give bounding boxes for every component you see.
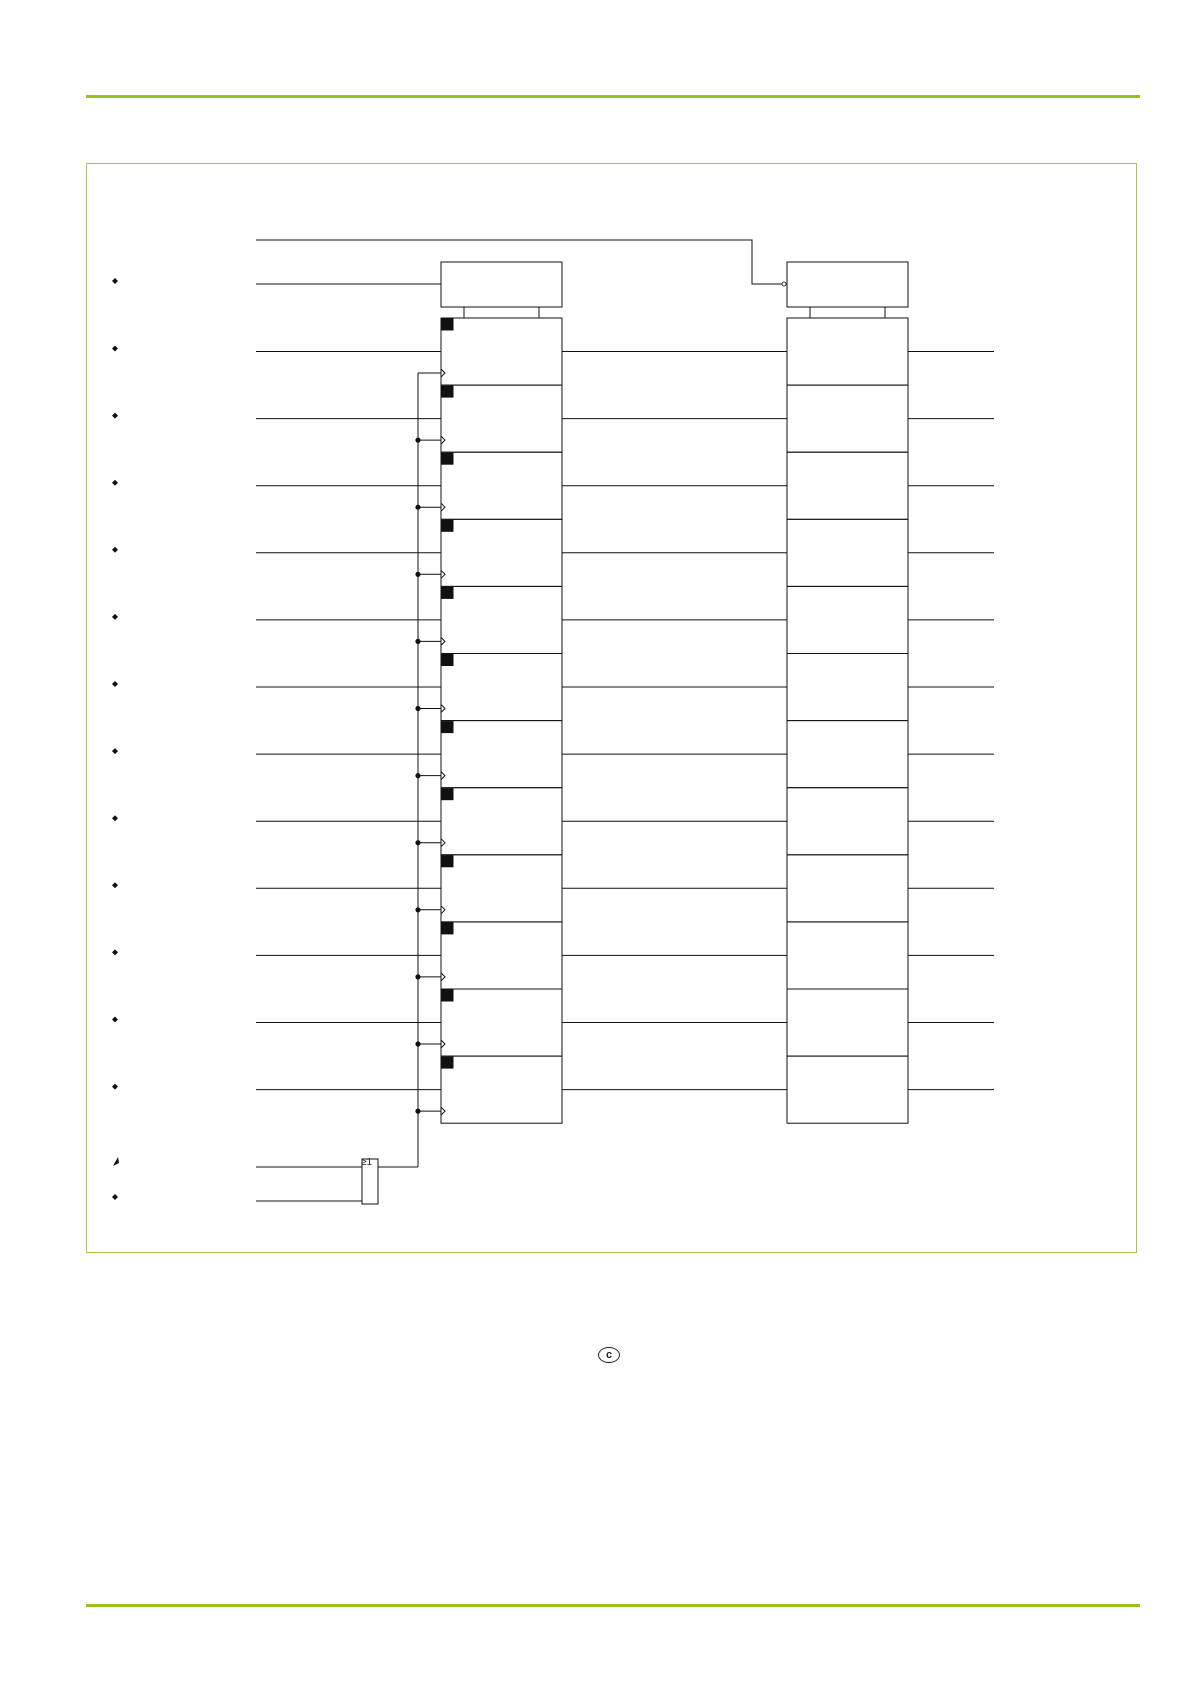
channel-input-marker	[112, 815, 118, 821]
header-block-2	[787, 262, 908, 307]
clock-input-arrow	[441, 503, 445, 511]
register-cell	[441, 1056, 562, 1123]
cell-flag-marker	[442, 722, 453, 733]
channel-input-marker	[112, 346, 118, 352]
cell-flag-marker	[442, 1057, 453, 1068]
output-cell	[787, 519, 908, 586]
clock-input-arrow	[441, 1040, 445, 1048]
output-cell	[787, 318, 908, 385]
output-cell	[787, 721, 908, 788]
bus-junction-dot	[415, 840, 420, 845]
clock-input-arrow	[441, 570, 445, 578]
clock-input-arrow	[441, 1107, 445, 1115]
bus-junction-dot	[415, 438, 420, 443]
output-cell	[787, 1056, 908, 1123]
register-cell	[441, 452, 562, 519]
bus-junction-dot	[415, 974, 420, 979]
channel-input-marker	[112, 1017, 118, 1023]
register-cell	[441, 788, 562, 855]
bus-junction-dot	[415, 773, 420, 778]
bus-junction-dot	[415, 907, 420, 912]
bus-junction-dot	[415, 706, 420, 711]
cell-flag-marker	[442, 520, 453, 531]
output-cell	[787, 788, 908, 855]
channel-input-marker	[112, 480, 118, 486]
register-cell	[441, 385, 562, 452]
output-cell	[787, 654, 908, 721]
header-1-input-marker	[112, 278, 118, 284]
bus-junction-dot	[415, 1109, 420, 1114]
cell-flag-marker	[442, 319, 453, 330]
or-input-1-marker	[113, 1157, 119, 1166]
clock-input-arrow	[441, 973, 445, 981]
clock-input-arrow	[441, 772, 445, 780]
bus-junction-dot	[415, 639, 420, 644]
register-cell	[441, 586, 562, 653]
bus-junction-dot	[415, 505, 420, 510]
register-cell	[441, 922, 562, 989]
or-gate-label: ≥1	[361, 1157, 373, 1168]
channel-input-marker	[112, 1084, 118, 1090]
register-cell	[441, 318, 562, 385]
clock-input-arrow	[441, 436, 445, 444]
cell-flag-marker	[442, 587, 453, 598]
channel-input-marker	[112, 882, 118, 888]
or-input-2-marker	[112, 1194, 118, 1200]
header-block-1	[441, 262, 562, 307]
register-cell	[441, 989, 562, 1056]
cell-flag-marker	[442, 990, 453, 1001]
channel-input-marker	[112, 748, 118, 754]
output-cell	[787, 989, 908, 1056]
register-cell	[441, 519, 562, 586]
bus-junction-dot	[415, 572, 420, 577]
cell-flag-marker	[442, 453, 453, 464]
cell-flag-marker	[442, 655, 453, 666]
cell-flag-marker	[442, 856, 453, 867]
cell-flag-marker	[442, 789, 453, 800]
channel-input-marker	[112, 614, 118, 620]
register-cell	[441, 855, 562, 922]
output-cell	[787, 586, 908, 653]
clock-input-arrow	[441, 369, 445, 377]
output-cell	[787, 855, 908, 922]
bus-junction-dot	[415, 1041, 420, 1046]
output-cell	[787, 385, 908, 452]
cell-flag-marker	[442, 386, 453, 397]
output-cell	[787, 452, 908, 519]
register-cell	[441, 721, 562, 788]
channel-input-marker	[112, 949, 118, 955]
clock-input-arrow	[441, 906, 445, 914]
cell-flag-marker	[442, 923, 453, 934]
channel-input-marker	[112, 413, 118, 419]
register-cell	[441, 654, 562, 721]
clock-input-arrow	[441, 705, 445, 713]
output-cell	[787, 922, 908, 989]
diagram-channels	[112, 318, 994, 1123]
clock-input-arrow	[441, 839, 445, 847]
copyright-symbol: c	[598, 1347, 620, 1363]
header-2-inverter	[782, 282, 786, 286]
channel-input-marker	[112, 547, 118, 553]
clock-input-arrow	[441, 637, 445, 645]
channel-input-marker	[112, 681, 118, 687]
